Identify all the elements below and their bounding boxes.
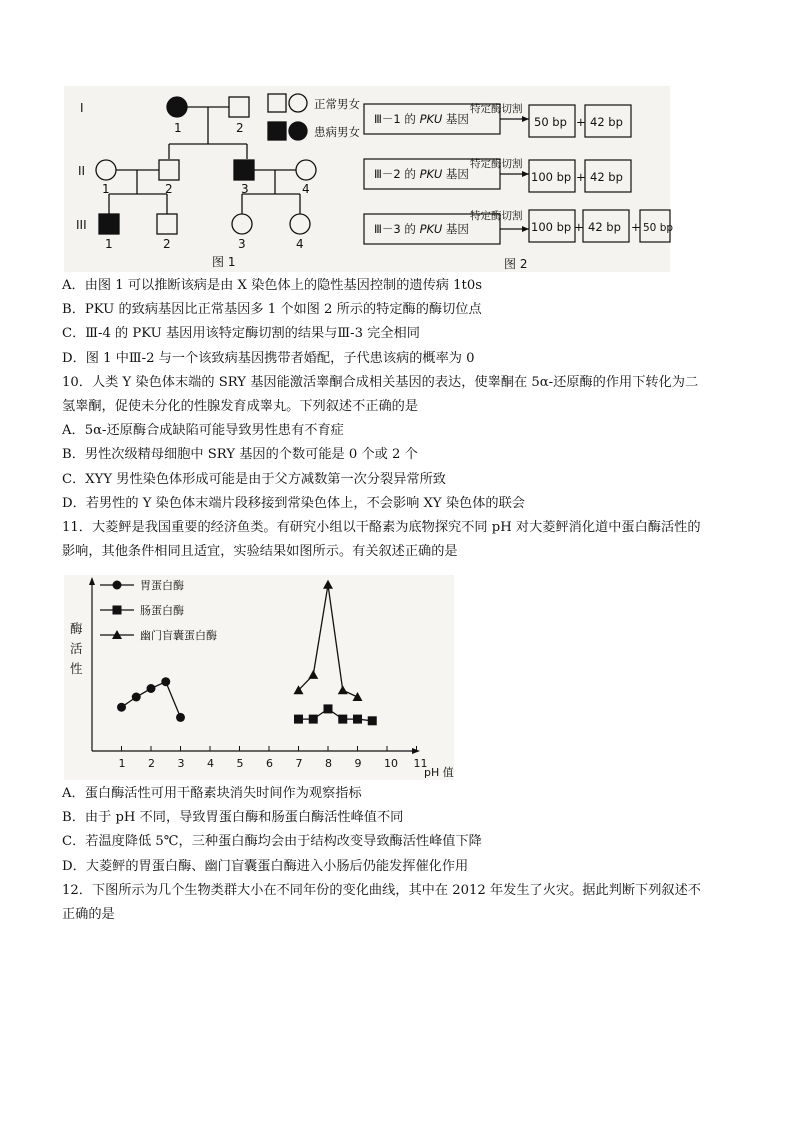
x-tick-label-7: 7 (295, 757, 303, 770)
frag-text-r1-2: 42 bp (590, 115, 623, 129)
pedigree-figure (64, 86, 674, 272)
series-1-point-0 (294, 715, 303, 724)
q11-option-b: B．由于 pH 不同，导致胃蛋白酶和肠蛋白酶活性峰值不同 (62, 810, 404, 826)
legend-affected: 患病男女 (314, 125, 360, 139)
label-II4: 4 (302, 182, 310, 196)
q10-option-c: C．XYY 男性染色体形成可能是由于父方减数第一次分裂异常所致 (62, 471, 446, 487)
y-label-2: 活 (70, 641, 83, 656)
series-0-point-4 (176, 713, 185, 722)
series-2-point-2 (323, 580, 333, 589)
series-0-point-3 (161, 677, 170, 686)
legend-label-1: 肠蛋白酶 (140, 604, 184, 617)
enzyme-activity-chart (64, 575, 454, 780)
legend-label-0: 胃蛋白酶 (140, 579, 184, 592)
row3-name: Ⅲ－3 的 (374, 222, 416, 236)
question-block-11-12 (62, 782, 734, 927)
svg-text:+: + (576, 170, 586, 184)
x-tick-label-3: 3 (177, 757, 185, 770)
q10-option-d: D．若男性的 Y 染色体末端片段移接到常染色体上，不会影响 XY 染色体的联会 (62, 495, 525, 511)
row2-suffix: 基因 (445, 167, 469, 181)
svg-text:Ⅲ－3 的 PKU 基因 (374, 222, 469, 236)
label-II1: 1 (102, 182, 110, 196)
label-II3: 3 (241, 182, 249, 196)
label-III3: 3 (238, 237, 246, 251)
label-III4: 4 (296, 237, 304, 251)
gen-label-III: III (76, 218, 87, 232)
row2-name: Ⅲ－2 的 (374, 167, 416, 181)
enzyme-label-1: 特定酶切割 (470, 103, 523, 115)
q10-stem-line2: 氢睾酮，促使未分化的性腺发育成睾丸。下列叙述不正确的是 (62, 399, 419, 415)
series-2-point-1 (308, 670, 318, 679)
frag-text-r3-2: 42 bp (588, 220, 621, 234)
x-tick-label-2: 2 (148, 757, 155, 770)
legend-marker-circle (113, 581, 122, 590)
pedigree-II3 (234, 160, 254, 180)
pedigree-I1 (167, 97, 187, 117)
frag-text-r2-2: 42 bp (590, 170, 623, 184)
frag-text-r3-1: 100 bp (531, 220, 572, 234)
label-III2: 2 (163, 237, 171, 251)
gen-label-II: II (78, 164, 86, 178)
pedigree-III3 (232, 214, 252, 234)
q11-option-d: D．大菱鲆的胃蛋白酶、幽门盲囊蛋白酶进入小肠后仍能发挥催化作用 (62, 858, 469, 874)
enzyme-label-3: 特定酶切割 (470, 210, 523, 222)
x-tick-label-4: 4 (207, 757, 214, 770)
q10-stem-line1: 10．人类 Y 染色体末端的 SRY 基因能激活睾酮合成相关基因的表达，使睾酮在 5α-还原酶的作用下转化为二 (62, 374, 699, 390)
series-1-point-1 (309, 715, 318, 724)
figure1-caption: 图 1 (212, 255, 236, 269)
row2-gene: PKU (419, 167, 443, 181)
x-tick-label-6: 6 (266, 757, 273, 770)
q10-option-b: B．男性次级精母细胞中 SRY 基因的个数可能是 0 个或 2 个 (62, 447, 418, 463)
svg-text:+: + (574, 220, 584, 234)
q9-option-a: A．由图 1 可以推断该病是由 X 染色体上的隐性基因控制的遗传病 1t0s (62, 278, 482, 293)
q11-option-c: C．若温度降低 5℃，三种蛋白酶均会由于结构改变导致酶活性峰值下降 (62, 834, 482, 850)
q12-stem-line1: 12．下图所示为几个生物类群大小在不同年份的变化曲线，其中在 2012 年发生了火灾。据此判断下列叙述不 (62, 882, 701, 898)
row3-gene: PKU (419, 222, 443, 236)
q11-stem-line2: 影响，其他条件相同且适宜，实验结果如图所示。有关叙述正确的是 (62, 544, 458, 560)
svg-text:+: + (631, 220, 641, 234)
q9-option-d: D．图 1 中Ⅲ-2 与一个该致病基因携带者婚配，子代患该病的概率为 0 (62, 350, 475, 366)
pedigree-III4 (290, 214, 310, 234)
pedigree-II2 (159, 160, 179, 180)
series-0-point-1 (132, 693, 141, 702)
label-I1: 1 (174, 121, 182, 135)
q12-stem-line2: 正确的是 (62, 907, 115, 923)
x-tick-label-1: 1 (118, 757, 126, 770)
series-1-point-4 (353, 715, 362, 724)
x-tick-label-5: 5 (236, 757, 244, 770)
row1-suffix: 基因 (445, 112, 469, 126)
x-tick-label-9: 9 (354, 757, 362, 770)
series-1-point-3 (338, 715, 347, 724)
pedigree-III1 (99, 214, 119, 234)
y-label-1: 酶 (70, 621, 83, 636)
label-III1: 1 (105, 237, 113, 251)
series-line-2 (299, 585, 358, 697)
x-tick-label-8: 8 (325, 757, 332, 770)
svg-text:+: + (576, 115, 586, 129)
q11-stem-line1: 11．大菱鲆是我国重要的经济鱼类。有研究小组以干酪素为底物探究不同 pH 对大菱鲆消化道中蛋白酶活性的 (62, 520, 701, 536)
series-2-point-3 (338, 685, 348, 694)
series-1-point-2 (324, 704, 333, 713)
x-tick-label-11: 11 (413, 757, 428, 770)
figure2-caption: 图 2 (504, 257, 528, 271)
legend-normal: 正常男女 (314, 97, 360, 111)
question-block-9-11 (62, 274, 734, 564)
row3-suffix: 基因 (445, 222, 469, 236)
series-0-point-0 (117, 703, 126, 712)
frag-text-r3-3: 50 bp (643, 222, 674, 234)
legend-marker-square (113, 606, 122, 615)
pedigree-III2 (157, 214, 177, 234)
q11-option-a: A．蛋白酶活性可用干酪素块消失时间作为观察指标 (62, 786, 362, 801)
series-0-point-2 (147, 684, 156, 693)
series-1-point-5 (368, 716, 377, 725)
x-tick-label-10: 10 (384, 757, 398, 770)
frag-text-r1-1: 50 bp (534, 115, 567, 129)
q10-option-a: A．5α-还原酶合成缺陷可能导致男性患有不育症 (62, 423, 344, 439)
gen-label-I: I (80, 101, 84, 115)
pedigree-I2 (229, 97, 249, 117)
q9-option-c: C．Ⅲ-4 的 PKU 基因用该特定酶切割的结果与Ⅲ-3 完全相同 (62, 326, 420, 342)
legend-label-2: 幽门盲囊蛋白酶 (140, 629, 217, 642)
row1-name: Ⅲ－1 的 (374, 112, 416, 126)
q9-option-b: B．PKU 的致病基因比正常基因多 1 个如图 2 所示的特定酶的酶切位点 (62, 302, 482, 318)
svg-text:Ⅲ－1 的 PKU 基因 (374, 112, 469, 126)
pedigree-II1 (96, 160, 116, 180)
series-2-point-4 (353, 692, 363, 701)
pedigree-II4 (296, 160, 316, 180)
label-I2: 2 (236, 121, 244, 135)
x-axis-label: pH 值 (424, 766, 454, 779)
svg-text:Ⅲ－2 的 PKU 基因 (374, 167, 469, 181)
enzyme-label-2: 特定酶切割 (470, 158, 523, 170)
frag-text-r2-1: 100 bp (531, 170, 572, 184)
label-II2: 2 (165, 182, 173, 196)
y-label-3: 性 (70, 661, 83, 676)
row1-gene: PKU (419, 112, 443, 126)
